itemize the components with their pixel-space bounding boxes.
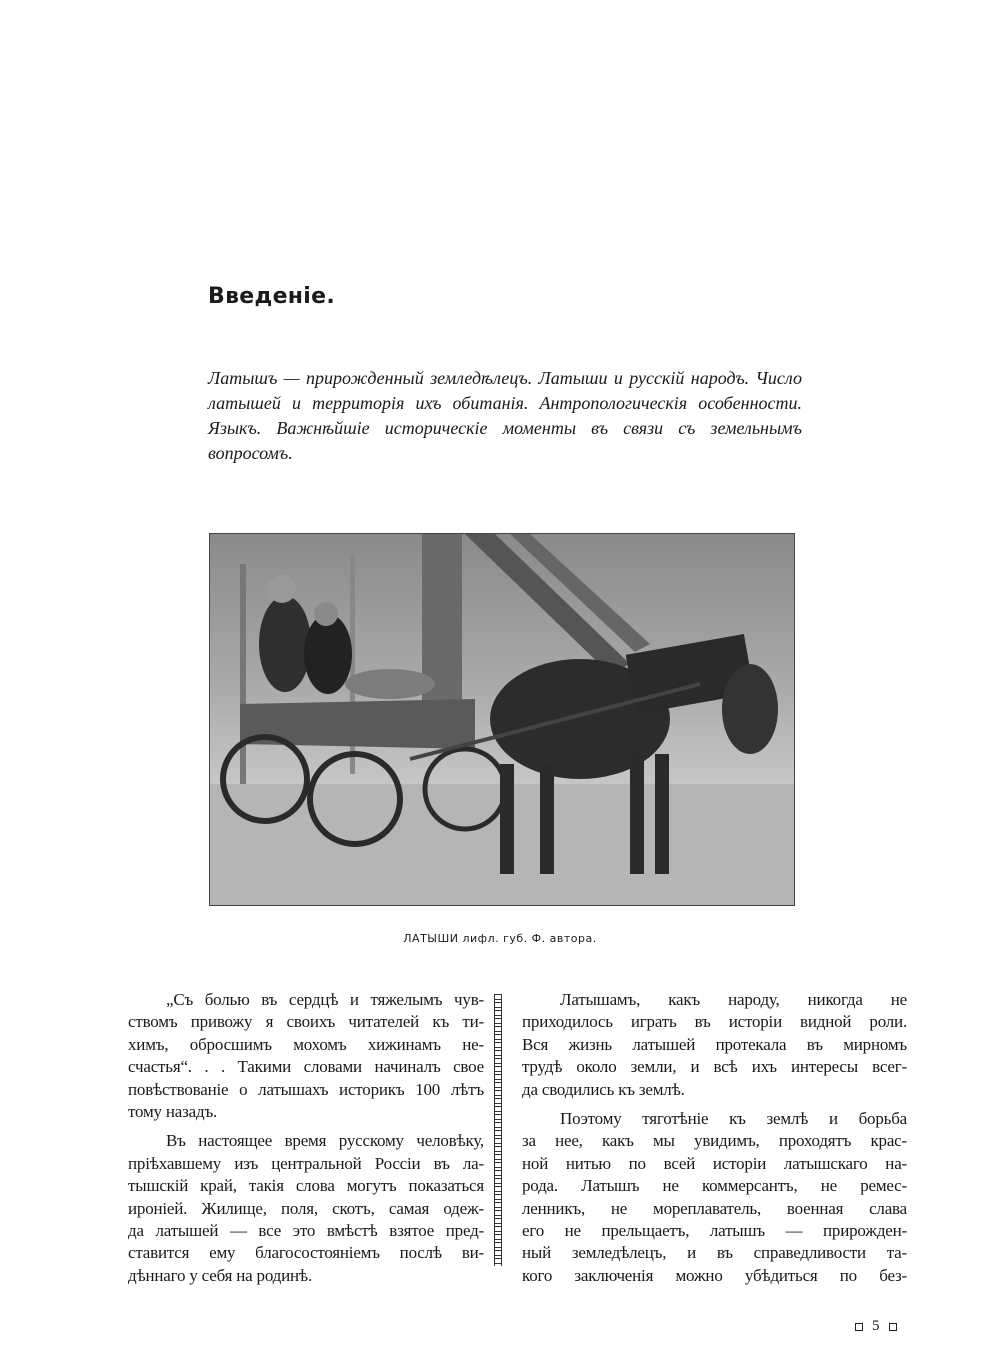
page-number-value: 5 (872, 1318, 880, 1334)
photograph-latvians-cart (209, 533, 795, 906)
text-line: да латышей — все это вмѣстѣ взятое пред- (128, 1221, 484, 1241)
summary-line: латышей и территорія ихъ обитанія. Антропологическія особенности. (208, 393, 802, 413)
summary-line: Языкъ. Важнѣйшіе историческіе моменты въ связи съ земельнымъ вопросомъ. (208, 418, 802, 463)
text-line: тому назадъ. (128, 1102, 218, 1122)
text-line: „Съ болью въ сердцѣ и тяжелымъ чув- (166, 990, 484, 1009)
text-line: ный земледѣлецъ, и въ справедливости та- (522, 1243, 907, 1263)
text-line: Въ настоящее время русскому человѣку, (166, 1131, 484, 1151)
text-line: ствомъ привожу я своихъ читателей къ ти- (128, 1012, 484, 1032)
text-line: ставится ему благосостояніемъ послѣ ви- (128, 1243, 484, 1263)
square-ornament-icon (855, 1323, 863, 1331)
text-line: ироніей. Жилище, поля, скотъ, самая одеж- (128, 1198, 484, 1218)
text-line: Вся жизнь латышей протекала въ мирномъ (522, 1034, 907, 1054)
text-line: его не прельщаетъ, латышъ — прирожден- (522, 1221, 907, 1241)
text-line: химъ, обросшимъ мохомъ хижинамъ не- (128, 1034, 484, 1054)
text-line: рода. Латышъ не коммерсантъ, не ремес- (522, 1176, 907, 1196)
text-line: ленникъ, не мореплаватель, военная слава (522, 1198, 907, 1218)
text-line: за нее, какъ мы увидимъ, проходятъ крас- (522, 1131, 907, 1151)
text-line: дѣннаго у себя на родинѣ. (128, 1265, 312, 1285)
chapter-summary (208, 366, 802, 466)
text-line: Поэтому тяготѣніе къ землѣ и борьба (560, 1109, 907, 1129)
column-divider-ornament (494, 994, 502, 1266)
text-line: да сводились къ землѣ. (522, 1079, 685, 1099)
chapter-title: Введеніе. (208, 284, 336, 309)
text-line: пріѣхавшему изъ центральной Россіи въ ла- (128, 1153, 484, 1173)
text-line: ной нитью по всей исторіи латышскаго на- (522, 1153, 907, 1173)
left-text-column (128, 989, 484, 1287)
text-line: кого заключенія можно убѣдиться по без- (522, 1265, 907, 1285)
text-line: приходилось играть въ исторіи видной роли. (522, 1012, 907, 1032)
text-line: трудѣ около земли, и всѣ ихъ интересы всег- (522, 1057, 907, 1077)
right-text-column (522, 989, 907, 1287)
square-ornament-icon (889, 1323, 897, 1331)
photo-caption: ЛАТЫШИ лифл. губ. Ф. автора. (403, 932, 597, 945)
text-line: тышскій край, такія слова могутъ показаться (128, 1176, 484, 1196)
text-line: счастья“. . . Такими словами начиналъ свое (128, 1057, 484, 1077)
text-line: Латышамъ, какъ народу, никогда не (560, 990, 907, 1009)
text-line: повѣствованіе о латышахъ историкъ 100 лѣтъ (128, 1079, 484, 1099)
photo-illustration (210, 534, 795, 906)
summary-line: Латышъ — прирожденный земледѣлецъ. Латыши и русскій народъ. Число (208, 368, 802, 388)
page-number (855, 1318, 897, 1335)
